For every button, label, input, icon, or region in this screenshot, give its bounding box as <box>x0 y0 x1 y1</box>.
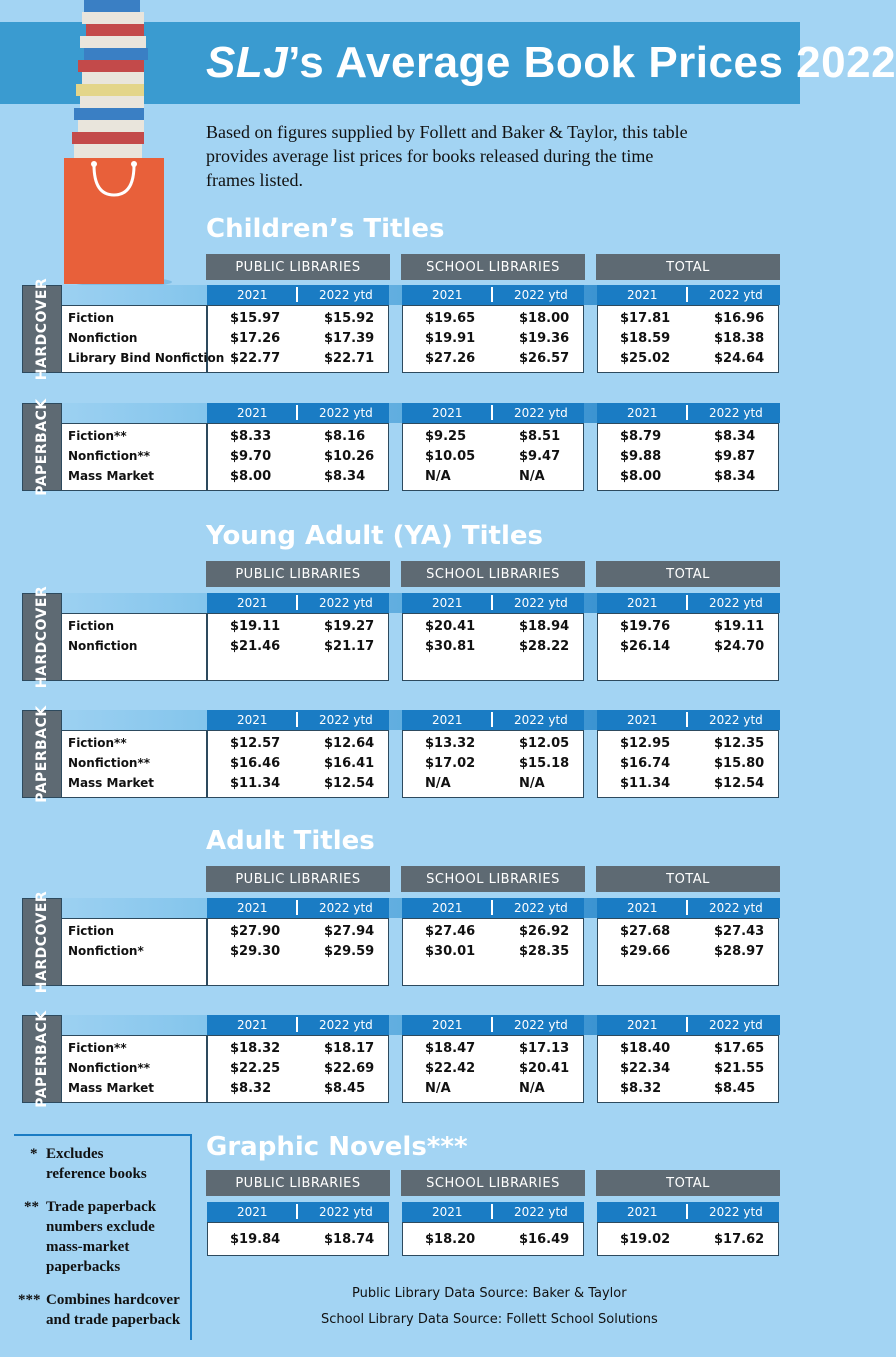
row-label: Nonfiction* <box>68 944 144 958</box>
price-value: $9.87 <box>714 449 756 464</box>
price-value: $15.18 <box>519 756 570 771</box>
year-2022-label: 2022 ytd <box>709 596 763 610</box>
price-value: $30.01 <box>425 944 476 959</box>
price-value: $17.13 <box>519 1041 570 1056</box>
price-value: $19.76 <box>620 619 671 634</box>
year-divider <box>491 1017 493 1032</box>
year-2021-label: 2021 <box>237 1018 268 1032</box>
year-divider <box>296 900 298 915</box>
price-value: $24.64 <box>714 351 765 366</box>
price-value: $19.84 <box>230 1232 281 1247</box>
price-value: $18.17 <box>324 1041 375 1056</box>
row-label: Nonfiction** <box>68 1061 151 1075</box>
price-value: $18.47 <box>425 1041 476 1056</box>
year-2022-label: 2022 ytd <box>709 901 763 915</box>
price-value: $8.45 <box>714 1081 756 1096</box>
year-2022-label: 2022 ytd <box>514 596 568 610</box>
year-divider <box>686 405 688 420</box>
price-value: $25.02 <box>620 351 671 366</box>
year-divider <box>686 712 688 727</box>
year-header <box>597 1202 779 1222</box>
intro-text: Based on figures supplied by Follett and Baker & Taylor, this table provides average list prices for books released during the time frames listed. <box>206 122 688 190</box>
price-value: $8.45 <box>324 1081 366 1096</box>
year-2021-label: 2021 <box>237 288 268 302</box>
note-mark: ** <box>24 1199 39 1215</box>
price-value: $12.05 <box>519 736 570 751</box>
row-label: Nonfiction <box>68 331 138 345</box>
year-2022-label: 2022 ytd <box>709 713 763 727</box>
row-label: Fiction** <box>68 736 127 750</box>
price-value: $18.00 <box>519 311 570 326</box>
group-header-1: SCHOOL LIBRARIES <box>401 1170 585 1196</box>
section-title: Children’s Titles <box>206 214 445 244</box>
price-value: $28.22 <box>519 639 570 654</box>
year-header <box>597 285 779 305</box>
year-divider <box>686 287 688 302</box>
page-title <box>206 38 896 88</box>
note-2 <box>24 1197 157 1275</box>
hardcover-side-label <box>22 890 62 994</box>
year-divider <box>491 287 493 302</box>
year-2022-label: 2022 ytd <box>319 406 373 420</box>
price-value: N/A <box>519 469 545 484</box>
hardcover-label-text: HARDCOVER <box>34 585 50 689</box>
price-value: $27.46 <box>425 924 476 939</box>
price-value: $8.00 <box>620 469 662 484</box>
price-value: $22.69 <box>324 1061 375 1076</box>
group-header-0: PUBLIC LIBRARIES <box>206 561 390 587</box>
price-value: $27.90 <box>230 924 281 939</box>
price-value: $11.34 <box>230 776 281 791</box>
year-header <box>402 898 584 918</box>
year-2021-label: 2021 <box>432 288 463 302</box>
year-2021-label: 2021 <box>237 901 268 915</box>
price-value: $12.35 <box>714 736 765 751</box>
price-value: $15.97 <box>230 311 281 326</box>
row-label: Mass Market <box>68 1081 154 1095</box>
year-header <box>597 593 779 613</box>
price-value: $12.95 <box>620 736 671 751</box>
price-value: $8.00 <box>230 469 272 484</box>
year-divider <box>296 595 298 610</box>
price-value: $29.59 <box>324 944 375 959</box>
price-value: $15.92 <box>324 311 375 326</box>
year-header <box>207 403 389 423</box>
price-value: $8.34 <box>324 469 366 484</box>
paperback-side-label <box>22 1010 62 1108</box>
year-2021-label: 2021 <box>627 406 658 420</box>
price-value: $8.33 <box>230 429 272 444</box>
row-label: Fiction <box>68 924 115 938</box>
price-value: $18.38 <box>714 331 765 346</box>
price-value: $16.41 <box>324 756 375 771</box>
price-value: $30.81 <box>425 639 476 654</box>
paperback-side-label <box>22 705 62 803</box>
year-header <box>207 1202 389 1222</box>
note-mark: *** <box>18 1292 41 1308</box>
year-divider <box>491 900 493 915</box>
row-label: Nonfiction <box>68 639 138 653</box>
year-2022-label: 2022 ytd <box>514 1018 568 1032</box>
price-value: $12.54 <box>324 776 375 791</box>
year-header <box>207 898 389 918</box>
year-divider <box>686 1017 688 1032</box>
note-text: Trade paperback numbers exclude mass-market paperbacks <box>46 1199 157 1275</box>
note-text: Combines hardcover and trade paperback <box>46 1292 181 1328</box>
price-value: $27.26 <box>425 351 476 366</box>
price-value: $17.65 <box>714 1041 765 1056</box>
price-value: $27.68 <box>620 924 671 939</box>
year-divider <box>491 405 493 420</box>
price-value: N/A <box>519 1081 545 1096</box>
price-value: $17.26 <box>230 331 281 346</box>
section-title: Young Adult (YA) Titles <box>206 521 543 551</box>
price-value: $9.47 <box>519 449 561 464</box>
price-value: $10.26 <box>324 449 375 464</box>
year-2022-label: 2022 ytd <box>319 288 373 302</box>
year-divider <box>296 1204 298 1219</box>
year-2022-label: 2022 ytd <box>319 901 373 915</box>
price-value: $17.39 <box>324 331 375 346</box>
price-value: $8.34 <box>714 469 756 484</box>
hardcover-label-text: HARDCOVER <box>34 890 50 994</box>
row-label: Fiction <box>68 311 115 325</box>
price-value: N/A <box>425 1081 451 1096</box>
year-2021-label: 2021 <box>432 713 463 727</box>
year-2021-label: 2021 <box>627 1205 658 1219</box>
price-value: $17.02 <box>425 756 476 771</box>
year-2021-label: 2021 <box>237 406 268 420</box>
year-header <box>402 710 584 730</box>
price-value: $16.49 <box>519 1232 570 1247</box>
year-2022-label: 2022 ytd <box>319 1018 373 1032</box>
year-2021-label: 2021 <box>627 288 658 302</box>
year-2022-label: 2022 ytd <box>514 901 568 915</box>
source-public: Public Library Data Source: Baker & Taylor <box>352 1286 627 1301</box>
price-value: $18.32 <box>230 1041 281 1056</box>
group-header-1: SCHOOL LIBRARIES <box>401 254 585 280</box>
note-3 <box>18 1290 181 1328</box>
price-value: $18.20 <box>425 1232 476 1247</box>
year-2021-label: 2021 <box>432 406 463 420</box>
year-2021-label: 2021 <box>432 596 463 610</box>
row-label: Mass Market <box>68 776 154 790</box>
price-value: N/A <box>425 469 451 484</box>
year-header <box>402 285 584 305</box>
year-2022-label: 2022 ytd <box>709 288 763 302</box>
paperback-label-text: PAPERBACK <box>34 398 50 496</box>
group-header-0: PUBLIC LIBRARIES <box>206 254 390 280</box>
paperback-side-label <box>22 398 62 496</box>
price-value: $27.94 <box>324 924 375 939</box>
year-2021-label: 2021 <box>627 596 658 610</box>
price-value: $20.41 <box>519 1061 570 1076</box>
price-value: $9.88 <box>620 449 662 464</box>
price-value: $27.43 <box>714 924 765 939</box>
year-divider <box>491 712 493 727</box>
price-value: $28.35 <box>519 944 570 959</box>
year-divider <box>491 595 493 610</box>
group-header-1: SCHOOL LIBRARIES <box>401 866 585 892</box>
year-2021-label: 2021 <box>432 1205 463 1219</box>
price-value: $18.74 <box>324 1232 375 1247</box>
price-value: $17.62 <box>714 1232 765 1247</box>
year-divider <box>491 1204 493 1219</box>
year-2022-label: 2022 ytd <box>514 288 568 302</box>
row-label: Fiction** <box>68 429 127 443</box>
year-2021-label: 2021 <box>432 901 463 915</box>
price-value: $22.42 <box>425 1061 476 1076</box>
group-header-2: TOTAL <box>596 254 780 280</box>
price-value: $22.34 <box>620 1061 671 1076</box>
hardcover-label-text: HARDCOVER <box>34 277 50 381</box>
section-title: Adult Titles <box>206 826 375 856</box>
price-value: $20.41 <box>425 619 476 634</box>
price-value: $19.11 <box>714 619 765 634</box>
title-rest: ’s Average Book Prices 2022 <box>288 38 896 87</box>
year-2022-label: 2022 ytd <box>709 1205 763 1219</box>
year-divider <box>686 1204 688 1219</box>
price-value: $16.46 <box>230 756 281 771</box>
price-value: $21.17 <box>324 639 375 654</box>
price-value: $8.51 <box>519 429 561 444</box>
year-header <box>597 403 779 423</box>
price-value: $24.70 <box>714 639 765 654</box>
row-label: Nonfiction** <box>68 449 151 463</box>
year-header <box>402 1202 584 1222</box>
year-2022-label: 2022 ytd <box>514 713 568 727</box>
year-2022-label: 2022 ytd <box>709 1018 763 1032</box>
price-value: $16.96 <box>714 311 765 326</box>
price-value: $19.65 <box>425 311 476 326</box>
price-value: $8.34 <box>714 429 756 444</box>
price-value: $12.57 <box>230 736 281 751</box>
year-2022-label: 2022 ytd <box>514 406 568 420</box>
price-value: $8.16 <box>324 429 366 444</box>
year-header <box>207 710 389 730</box>
year-header <box>207 285 389 305</box>
price-value: $10.05 <box>425 449 476 464</box>
price-value: $11.34 <box>620 776 671 791</box>
price-value: $26.92 <box>519 924 570 939</box>
note-mark: * <box>30 1146 38 1162</box>
year-header <box>207 1015 389 1035</box>
group-header-2: TOTAL <box>596 866 780 892</box>
price-value: N/A <box>425 776 451 791</box>
price-value: $21.46 <box>230 639 281 654</box>
row-label: Fiction <box>68 619 115 633</box>
price-value: $15.80 <box>714 756 765 771</box>
year-2022-label: 2022 ytd <box>319 1205 373 1219</box>
price-value: $9.25 <box>425 429 467 444</box>
price-value: $18.59 <box>620 331 671 346</box>
group-header-2: TOTAL <box>596 561 780 587</box>
year-2021-label: 2021 <box>237 713 268 727</box>
year-2021-label: 2021 <box>627 901 658 915</box>
year-2021-label: 2021 <box>627 713 658 727</box>
year-header <box>597 710 779 730</box>
price-value: $13.32 <box>425 736 476 751</box>
price-value: $26.14 <box>620 639 671 654</box>
year-header <box>597 1015 779 1035</box>
price-value: $21.55 <box>714 1061 765 1076</box>
year-2022-label: 2022 ytd <box>709 406 763 420</box>
year-header <box>597 898 779 918</box>
group-header-2: TOTAL <box>596 1170 780 1196</box>
group-header-0: PUBLIC LIBRARIES <box>206 866 390 892</box>
price-value: $29.30 <box>230 944 281 959</box>
paperback-label-text: PAPERBACK <box>34 705 50 803</box>
row-label: Fiction** <box>68 1041 127 1055</box>
year-divider <box>686 595 688 610</box>
price-value: $19.27 <box>324 619 375 634</box>
price-value: $19.91 <box>425 331 476 346</box>
price-value: $12.54 <box>714 776 765 791</box>
year-2022-label: 2022 ytd <box>514 1205 568 1219</box>
price-value: $8.32 <box>620 1081 662 1096</box>
year-2022-label: 2022 ytd <box>319 713 373 727</box>
price-value: $26.57 <box>519 351 570 366</box>
year-header <box>402 593 584 613</box>
group-header-0: PUBLIC LIBRARIES <box>206 1170 390 1196</box>
price-value: $18.40 <box>620 1041 671 1056</box>
row-label: Nonfiction** <box>68 756 151 770</box>
year-divider <box>296 1017 298 1032</box>
price-value: $22.71 <box>324 351 375 366</box>
price-value: $18.94 <box>519 619 570 634</box>
year-header <box>402 1015 584 1035</box>
year-divider <box>296 287 298 302</box>
year-divider <box>296 712 298 727</box>
price-value: $8.32 <box>230 1081 272 1096</box>
year-header <box>207 593 389 613</box>
group-header-1: SCHOOL LIBRARIES <box>401 561 585 587</box>
year-divider <box>296 405 298 420</box>
price-value: $12.64 <box>324 736 375 751</box>
paperback-label-text: PAPERBACK <box>34 1010 50 1108</box>
price-value: $29.66 <box>620 944 671 959</box>
hardcover-side-label <box>22 277 62 381</box>
year-2021-label: 2021 <box>237 596 268 610</box>
price-value: $16.74 <box>620 756 671 771</box>
price-value: $28.97 <box>714 944 765 959</box>
price-value: $8.79 <box>620 429 662 444</box>
row-label: Mass Market <box>68 469 154 483</box>
year-2022-label: 2022 ytd <box>319 596 373 610</box>
price-value: $19.11 <box>230 619 281 634</box>
section-title-graphic-novels: Graphic Novels*** <box>206 1132 468 1162</box>
price-value: $22.25 <box>230 1061 281 1076</box>
price-value: N/A <box>519 776 545 791</box>
year-header <box>402 403 584 423</box>
price-value: $19.36 <box>519 331 570 346</box>
hardcover-side-label <box>22 585 62 689</box>
row-label: Library Bind Nonfiction <box>68 351 225 365</box>
price-value: $22.77 <box>230 351 281 366</box>
year-2021-label: 2021 <box>432 1018 463 1032</box>
price-value: $9.70 <box>230 449 272 464</box>
price-value: $17.81 <box>620 311 671 326</box>
note-1 <box>30 1144 147 1182</box>
year-2021-label: 2021 <box>237 1205 268 1219</box>
source-school: School Library Data Source: Follett School Solutions <box>321 1312 658 1327</box>
year-divider <box>686 900 688 915</box>
note-text: Excludes reference books <box>46 1146 147 1182</box>
price-value: $19.02 <box>620 1232 671 1247</box>
year-2021-label: 2021 <box>627 1018 658 1032</box>
title-emphasis: SLJ <box>206 38 289 87</box>
book-stack-bag-illustration <box>60 0 180 290</box>
